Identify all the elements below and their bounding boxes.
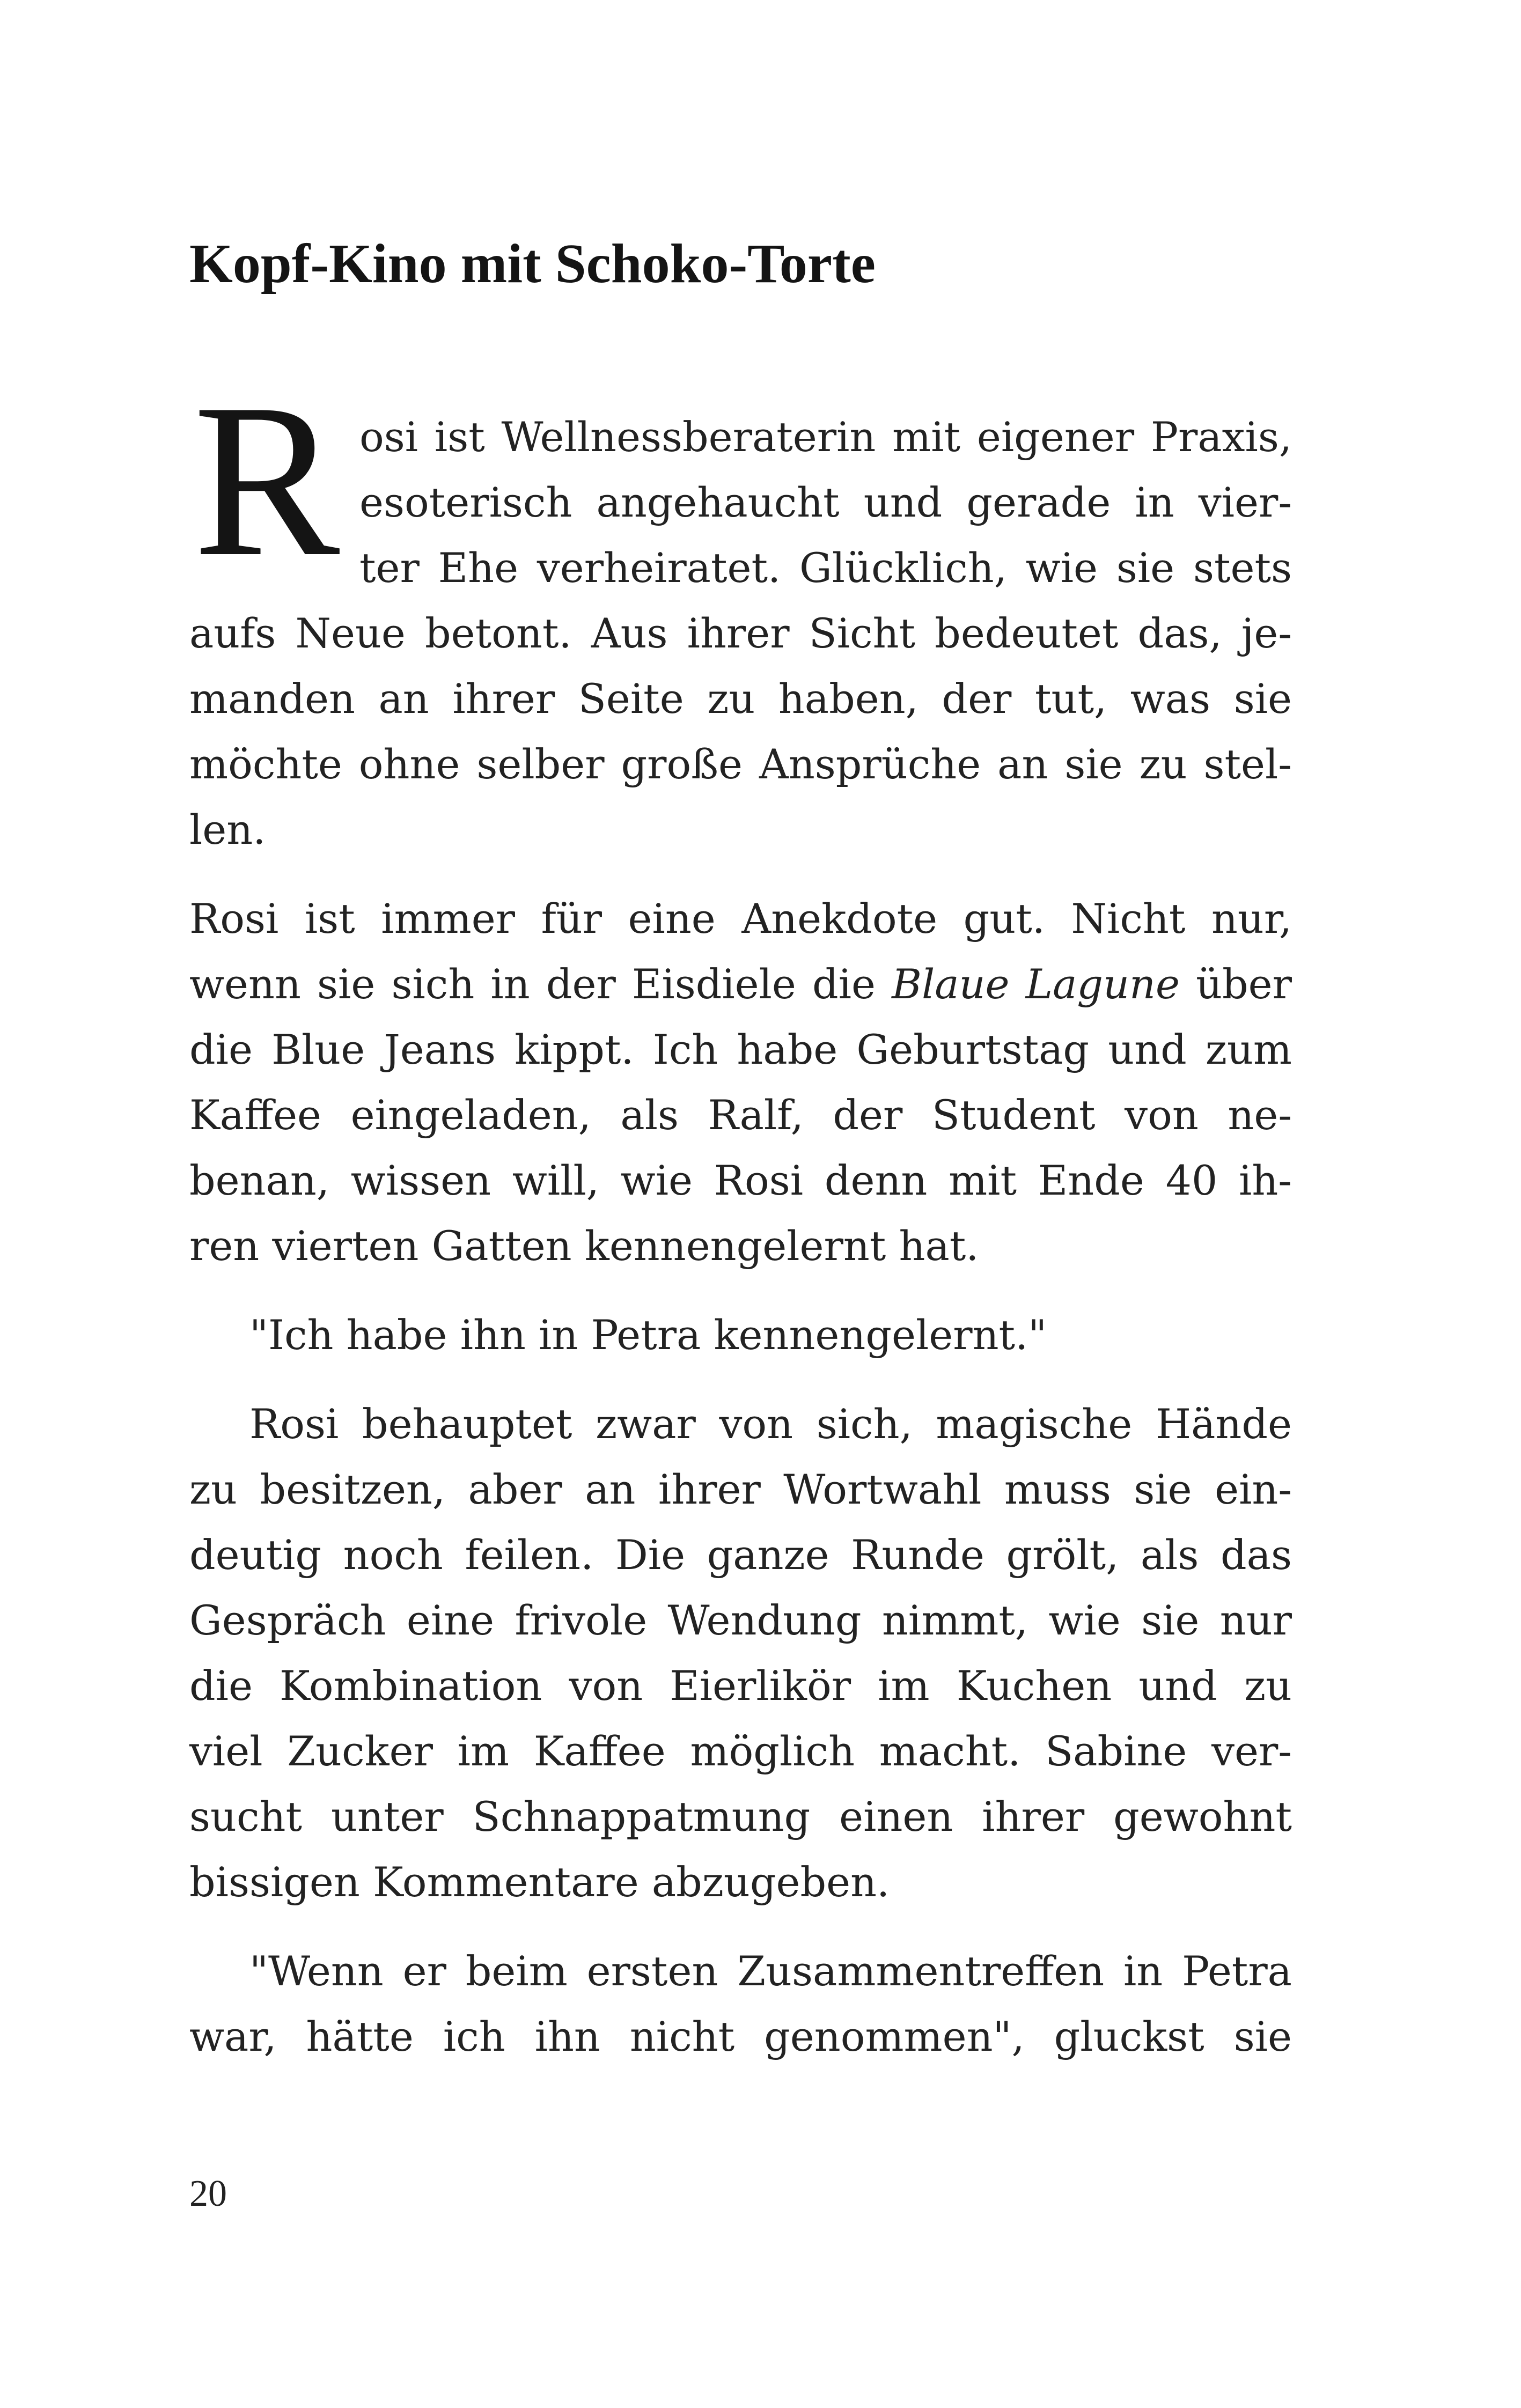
dialogue-line: "Ich habe ihn in Petra kennengelernt." — [249, 1311, 1047, 1359]
paragraph-1-line: esoterisch angehaucht und gerade in vier- — [359, 478, 1292, 526]
paragraph-4-line: Gespräch eine frivole Wendung nimmt, wie sie nur — [189, 1596, 1292, 1644]
drop-cap: R — [193, 358, 340, 602]
paragraph-4-line: bissigen Kommentare abzugeben. — [189, 1858, 890, 1906]
paragraph-1-line: manden an ihrer Seite zu haben, der tut, was sie — [189, 675, 1292, 723]
paragraph-4-line: deutig noch feilen. Die ganze Runde grölt, als das — [189, 1531, 1292, 1579]
paragraph-2-line: benan, wissen will, wie Rosi denn mit Ende 40 ih- — [189, 1157, 1292, 1204]
paragraph-1-line: osi ist Wellnessberaterin mit eigener Praxis, — [359, 413, 1292, 461]
paragraph-2-line: ren vierten Gatten kennengelernt hat. — [189, 1222, 979, 1270]
paragraph-2-line: Kaffee eingeladen, als Ralf, der Student von ne- — [189, 1091, 1292, 1139]
paragraph-4-line: die Kombination von Eierlikör im Kuchen und zu — [189, 1662, 1292, 1710]
paragraph-1-line: möchte ohne selber große Ansprüche an sie zu stel- — [189, 740, 1292, 788]
text-after-italic: über — [1179, 960, 1292, 1008]
paragraph-2-line — [189, 952, 1292, 1017]
page-number: 20 — [189, 2173, 227, 2214]
italic-title: Blaue Lagune — [892, 960, 1180, 1008]
paragraph-2-line: Rosi ist immer für eine Anekdote gut. Nicht nur, — [189, 895, 1292, 942]
paragraph-4-line: zu besitzen, aber an ihrer Wortwahl muss sie ein- — [189, 1466, 1292, 1513]
paragraph-1-line: ter Ehe verheiratet. Glücklich, wie sie stets — [359, 544, 1292, 592]
paragraph-4-line: viel Zucker im Kaffee möglich macht. Sabine ver- — [189, 1727, 1292, 1775]
chapter-title: Kopf-Kino mit Schoko-Torte — [189, 233, 876, 294]
text-before-italic: wenn sie sich in der Eisdiele die — [189, 960, 892, 1008]
paragraph-4-line: sucht unter Schnappatmung einen ihrer gewohnt — [189, 1793, 1292, 1840]
paragraph-5-line: "Wenn er beim ersten Zusammentreffen in Petra — [249, 1947, 1292, 1995]
paragraph-5-line: war, hätte ich ihn nicht genommen", gluckst sie — [189, 2013, 1292, 2060]
paragraph-1-line: len. — [189, 806, 266, 853]
paragraph-4-line: Rosi behauptet zwar von sich, magische Hände — [249, 1400, 1292, 1448]
paragraph-1-line: aufs Neue betont. Aus ihrer Sicht bedeutet das, je- — [189, 609, 1292, 657]
paragraph-2-line: die Blue Jeans kippt. Ich habe Geburtstag und zum — [189, 1026, 1292, 1073]
